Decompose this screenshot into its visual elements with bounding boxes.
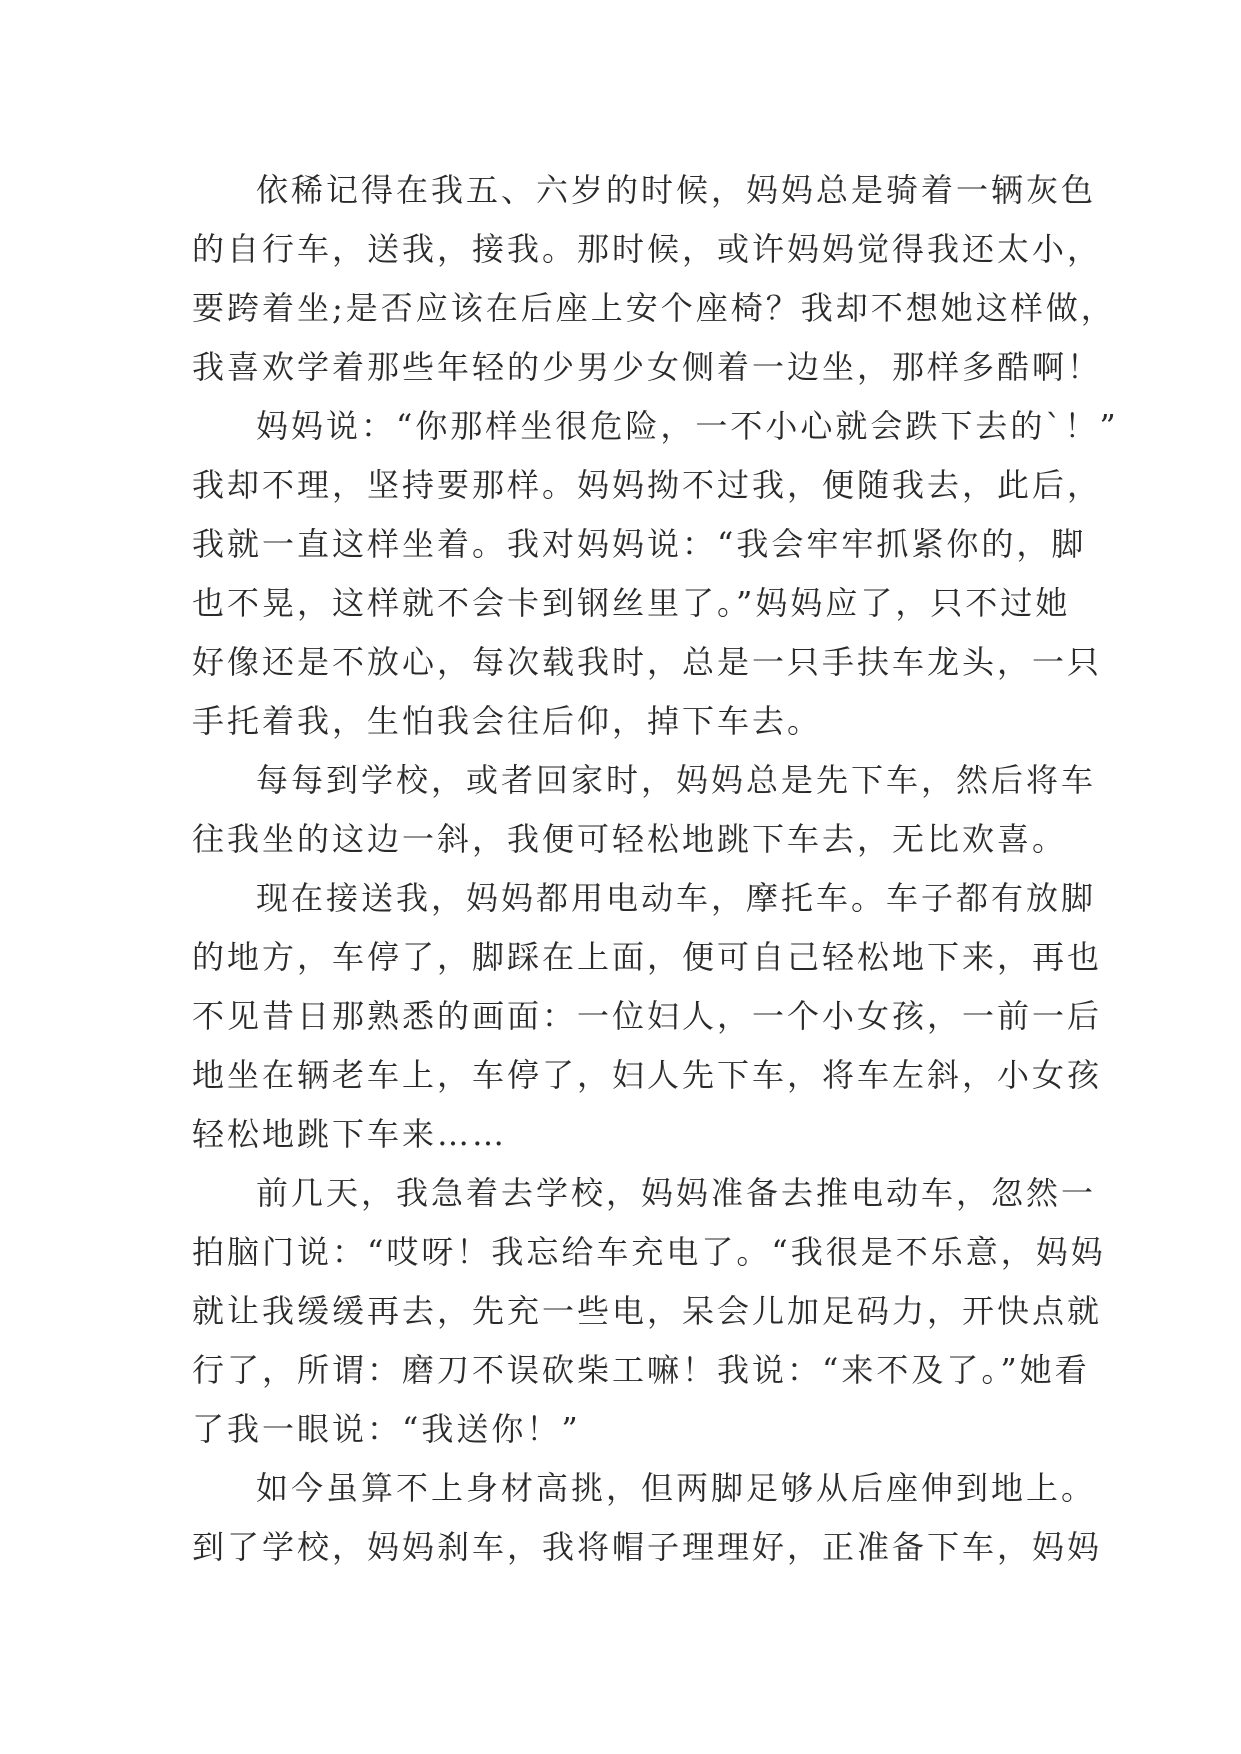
paragraph-3-line-2: 往我坐的这边一斜，我便可轻松地跳下车去，无比欢喜。 <box>192 820 1068 858</box>
paragraph-4-line-5: 轻松地跳下车来…… <box>192 1115 508 1153</box>
paragraph-5-line-4: 行了，所谓：磨刀不误砍柴工嘛！我说：“来不及了。”她看 <box>192 1351 1090 1389</box>
paragraph-5-line-1: 前几天，我急着去学校，妈妈准备去推电动车，忽然一 <box>256 1174 1097 1212</box>
paragraph-1-line-2: 的自行车，送我，接我。那时候，或许妈妈觉得我还太小， <box>192 230 1103 268</box>
paragraph-5-line-5: 了我一眼说：“我送你！” <box>192 1410 581 1448</box>
paragraph-2-line-1: 妈妈说：“你那样坐很危险，一不小心就会跌下去的`！” <box>256 407 1119 445</box>
paragraph-2-line-4: 也不晃，这样就不会卡到钢丝里了。”妈妈应了，只不过她 <box>192 584 1071 622</box>
paragraph-4-line-3: 不见昔日那熟悉的画面：一位妇人，一个小女孩，一前一后 <box>192 997 1103 1035</box>
paragraph-5-line-2: 拍脑门说：“哎呀！我忘给车充电了。“我很是不乐意，妈妈 <box>192 1233 1106 1271</box>
paragraph-1-line-4: 我喜欢学着那些年轻的少男少女侧着一边坐，那样多酷啊！ <box>192 348 1103 386</box>
paragraph-1-line-1: 依稀记得在我五、六岁的时候，妈妈总是骑着一辆灰色 <box>256 171 1097 209</box>
paragraph-3-line-1: 每每到学校，或者回家时，妈妈总是先下车，然后将车 <box>256 761 1097 799</box>
paragraph-5-line-3: 就让我缓缓再去，先充一些电，呆会儿加足码力，开快点就 <box>192 1292 1103 1330</box>
paragraph-4-line-2: 的地方，车停了，脚踩在上面，便可自己轻松地下来，再也 <box>192 938 1103 976</box>
paragraph-2-line-6: 手托着我，生怕我会往后仰，掉下车去。 <box>192 702 823 740</box>
paragraph-2-line-5: 好像还是不放心，每次载我时，总是一只手扶车龙头，一只 <box>192 643 1103 681</box>
paragraph-2-line-3: 我就一直这样坐着。我对妈妈说：“我会牢牢抓紧你的，脚 <box>192 525 1087 563</box>
paragraph-6-line-1: 如今虽算不上身材高挑，但两脚足够从后座伸到地上。 <box>256 1469 1097 1507</box>
paragraph-4-line-1: 现在接送我，妈妈都用电动车，摩托车。车子都有放脚 <box>256 879 1097 917</box>
body-text <box>192 161 1119 1577</box>
paragraph-6-line-2: 到了学校，妈妈刹车，我将帽子理理好，正准备下车，妈妈 <box>192 1528 1103 1566</box>
paragraph-1-line-3: 要跨着坐;是否应该在后座上安个座椅？我却不想她这样做， <box>192 289 1116 327</box>
paragraph-4-line-4: 地坐在辆老车上，车停了，妇人先下车，将车左斜，小女孩 <box>192 1056 1103 1094</box>
paragraph-2-line-2: 我却不理，坚持要那样。妈妈拗不过我，便随我去，此后， <box>192 466 1103 504</box>
